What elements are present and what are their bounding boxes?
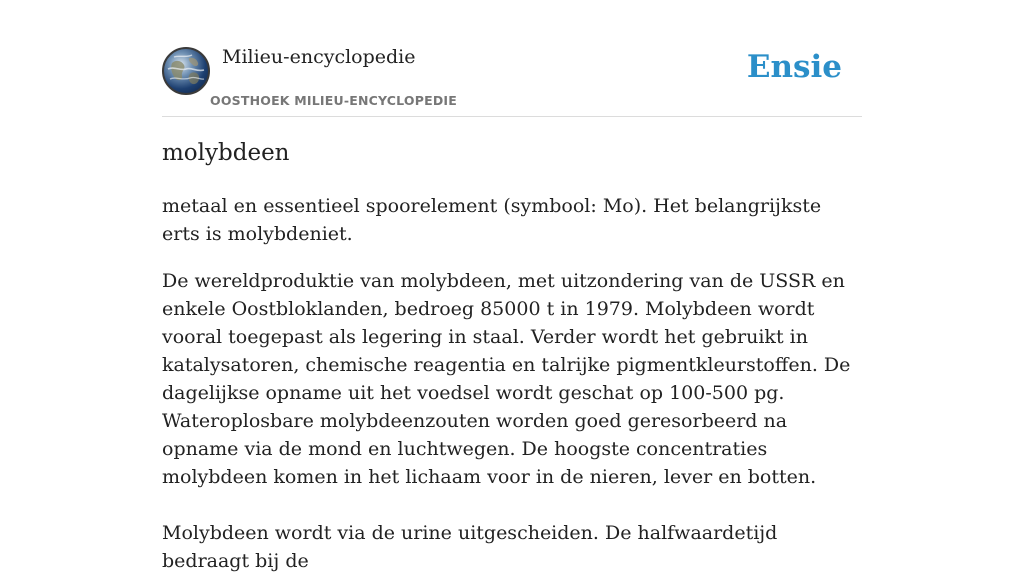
brand-logo-link[interactable]: Ensie: [746, 49, 842, 85]
globe-icon[interactable]: [162, 47, 210, 95]
page: [162, 0, 862, 572]
book-title[interactable]: Milieu-encyclopedie: [222, 46, 416, 68]
entry-body: De wereldproduktie van molybdeen, met uitzondering van de USSR en enkele Oostbloklanden, bedroeg 85000 t in 1979. Molybdeen wordt vooral toegepast als legering in staal. Verder wordt het gebruikt in katalysatoren, chemische reagentia en talrijke pigmentkleurstoffen. De dagelijkse opname uit het voedsel wordt geschat op 100-500 pg. Wateroplosbare molybdeenzouten worden goed geresorbeerd na opname via de mond en luchtwegen. De hoogste concentraties molybdeen komen in het lichaam voor in de nieren, lever en botten. Molybdeen wordt via de urine uitgescheiden. De halfwaardetijd bedraagt bij de: [162, 270, 851, 572]
header: [162, 0, 862, 117]
book-subtitle: OOSTHOEK MILIEU-ENCYCLOPEDIE: [210, 93, 457, 108]
entry-definition: metaal en essentieel spoorelement (symbool: Mo). Het belangrijkste erts is molybdeniet.: [162, 195, 822, 245]
entry-title: molybdeen: [162, 140, 290, 166]
